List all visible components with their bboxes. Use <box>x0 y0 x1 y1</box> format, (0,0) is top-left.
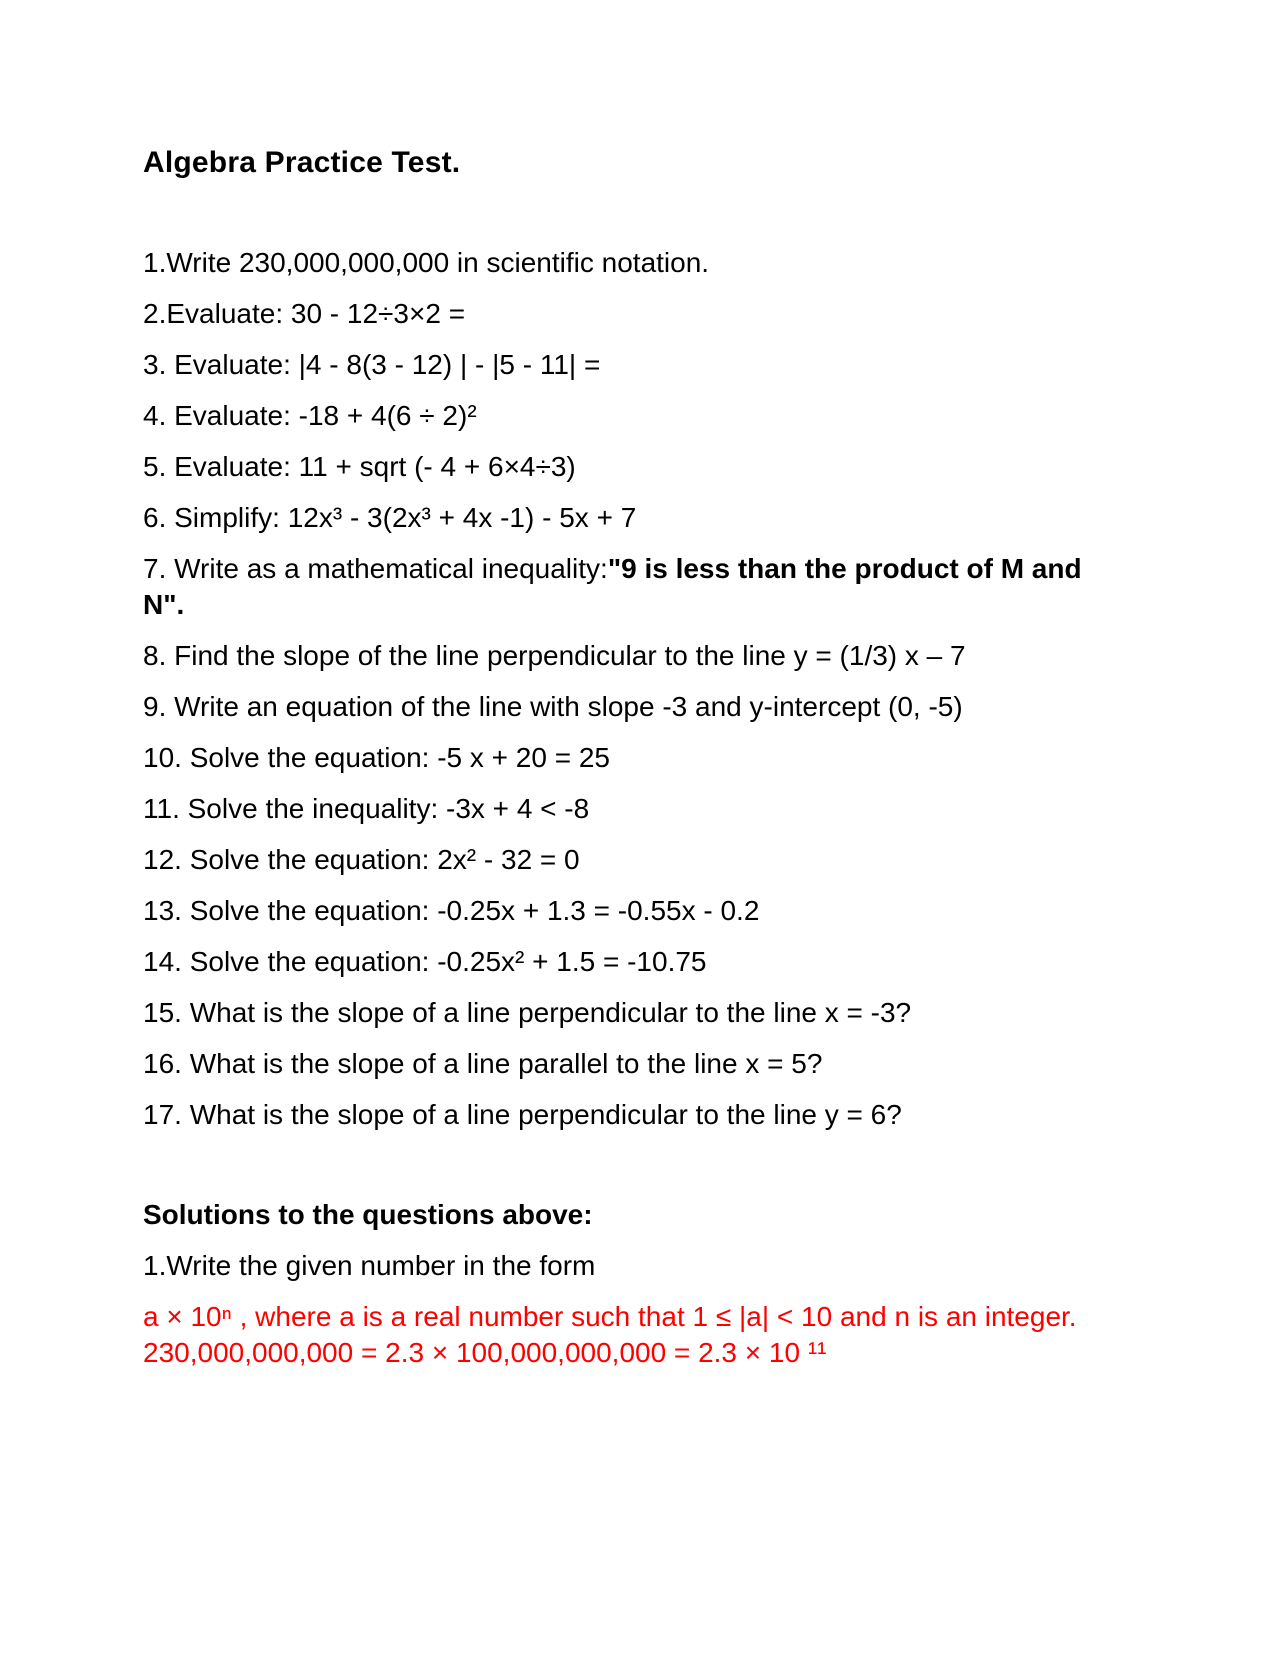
question-item <box>143 842 1170 878</box>
question-item <box>143 638 1170 674</box>
question-item <box>143 296 1170 332</box>
question-text-segment: 7. Write as a mathematical inequality: <box>143 553 608 584</box>
question-item <box>143 740 1170 776</box>
question-item <box>143 995 1170 1031</box>
question-item <box>143 1097 1170 1133</box>
question-text-segment: 17. What is the slope of a line perpendicular to the line y = 6? <box>143 1099 902 1130</box>
question-item <box>143 893 1170 929</box>
question-text-segment: 1.Write 230,000,000,000 in scientific notation. <box>143 247 710 278</box>
question-text-segment: 15. What is the slope of a line perpendicular to the line x = -3? <box>143 997 912 1028</box>
question-item <box>143 689 1170 725</box>
question-text-segment: 4. Evaluate: -18 + 4(6 ÷ 2)² <box>143 400 477 431</box>
question-item <box>143 551 1170 623</box>
question-item <box>143 944 1170 980</box>
questions-list <box>143 245 1170 1133</box>
question-text-segment: 8. Find the slope of the line perpendicular to the line y = (1/3) x – 7 <box>143 640 966 671</box>
question-item <box>143 245 1170 281</box>
solution-answer-line-2: 230,000,000,000 = 2.3 × 100,000,000,000 = 2.3 × 10 ¹¹ <box>143 1337 827 1368</box>
question-text-segment: 3. Evaluate: |4 - 8(3 - 12) | - |5 - 11| = <box>143 349 601 380</box>
question-item <box>143 398 1170 434</box>
question-text-segment: N". <box>143 589 185 620</box>
question-item <box>143 347 1170 383</box>
question-text-segment: "9 is less than the product of M and <box>607 553 1082 584</box>
solutions-heading: Solutions to the questions above: <box>143 1199 593 1230</box>
question-item <box>143 500 1170 536</box>
question-text-segment: 10. Solve the equation: -5 x + 20 = 25 <box>143 742 611 773</box>
question-text-segment: 9. Write an equation of the line with slope -3 and y-intercept (0, -5) <box>143 691 963 722</box>
question-text-segment: 11. Solve the inequality: -3x + 4 < -8 <box>143 793 590 824</box>
question-item <box>143 1046 1170 1082</box>
solution-answer-block <box>143 1299 1170 1371</box>
question-text-segment: 6. Simplify: 12x³ - 3(2x³ + 4x -1) - 5x + 7 <box>143 502 637 533</box>
question-item <box>143 791 1170 827</box>
question-text-segment: 5. Evaluate: 11 + sqrt (- 4 + 6×4÷3) <box>143 451 576 482</box>
question-text-segment: 2.Evaluate: 30 - 12÷3×2 = <box>143 298 466 329</box>
question-text-segment: 13. Solve the equation: -0.25x + 1.3 = -0.55x - 0.2 <box>143 895 760 926</box>
question-item <box>143 449 1170 485</box>
solution-intro-text: 1.Write the given number in the form <box>143 1250 596 1281</box>
question-text-segment: 16. What is the slope of a line parallel to the line x = 5? <box>143 1048 823 1079</box>
question-text-segment: 12. Solve the equation: 2x² - 32 = 0 <box>143 844 580 875</box>
question-text-segment: 14. Solve the equation: -0.25x² + 1.5 = -10.75 <box>143 946 707 977</box>
document-title: Algebra Practice Test. <box>143 146 461 179</box>
solution-answer-line-1: a × 10ⁿ , where a is a real number such that 1 ≤ |a| < 10 and n is an integer. <box>143 1301 1077 1332</box>
